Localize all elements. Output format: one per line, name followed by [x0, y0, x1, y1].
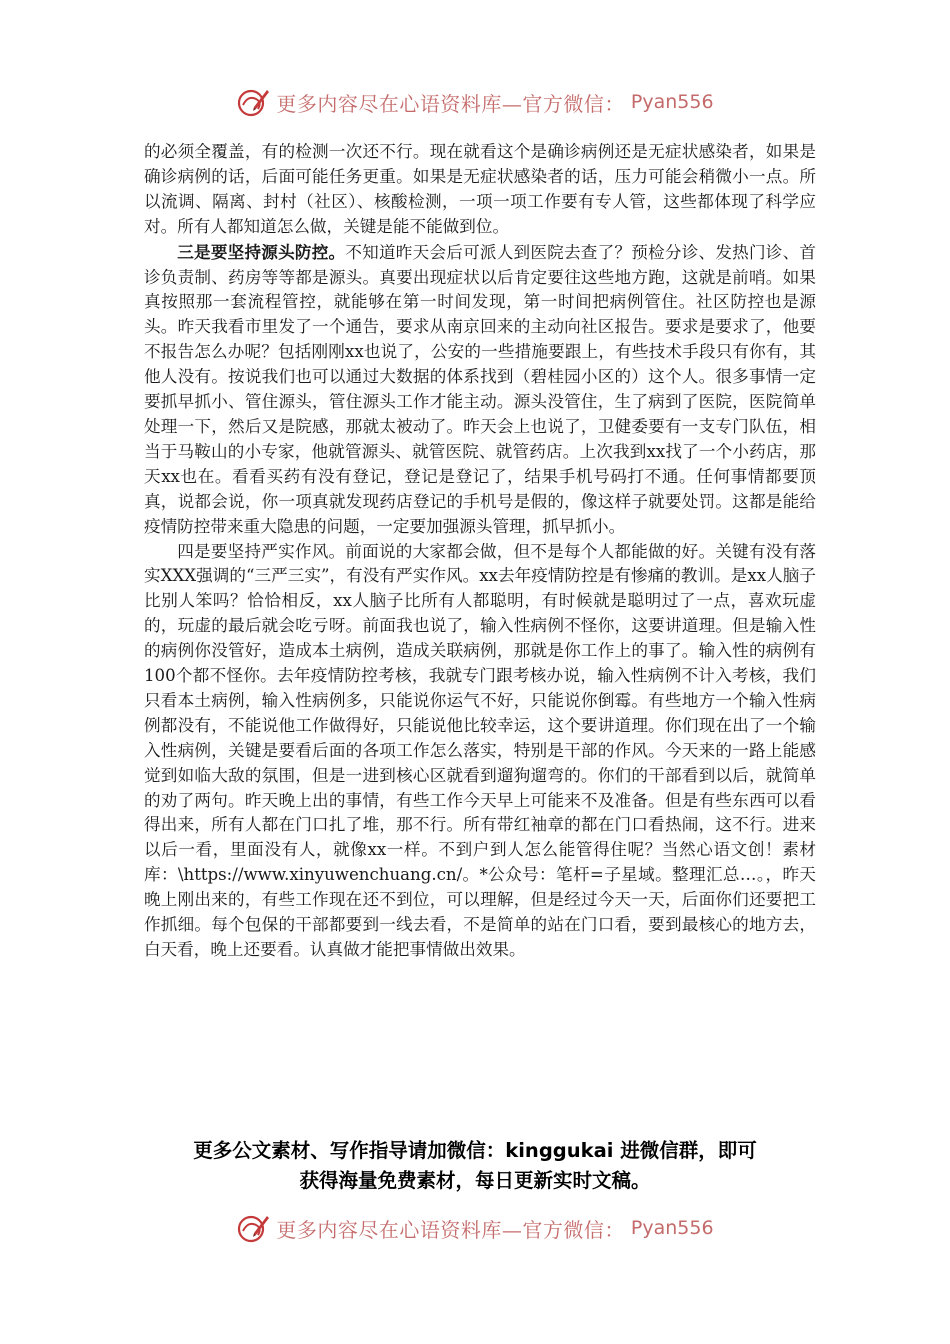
paragraph-1: 的必须全覆盖，有的检测一次还不行。现在就看这个是确诊病例还是无症状感染者，如果是确诊病例的话，后面可能任务更重。如果是无症状感染者的话，压力可能会稍微小一点。所以流调、隔离、封村（社区）、核酸检测，一项一项工作要有专人管，这些都体现了科学应对。所有人都知道怎么做，关键是能不能做到位。 — [144, 142, 816, 236]
header-banner-wechat-id: Pyan556 — [630, 91, 714, 113]
footer-banner — [0, 1208, 950, 1248]
paragraph-2 — [144, 240, 816, 540]
header-banner-text: 更多内容尽在心语资料库—官方微信： — [276, 91, 625, 116]
promo-block — [100, 1136, 850, 1196]
footer-banner-text: 更多内容尽在心语资料库—官方微信： — [276, 1217, 625, 1242]
promo-line-1: 更多公文素材、写作指导请加微信：kinggukai 进微信群，即可 — [193, 1139, 757, 1162]
header-banner-inner — [236, 85, 713, 119]
footer-banner-wechat-id: Pyan556 — [630, 1217, 714, 1239]
header-banner — [0, 82, 950, 122]
article-body — [144, 140, 816, 963]
footer-banner-inner — [236, 1211, 713, 1245]
paragraph-2-text: 不知道昨天会后可派人到医院去查了？预检分诊、发热门诊、首诊负责制、药房等等都是源头。真要出现症状以后肯定要往这些地方跑，这就是前哨。如果真按照那一套流程管控，就能够在第一时间发现，第一时间把病例管住。社区防控也是源头。昨天我看市里发了一个通告，要求从南京回来的主动向社区报告。要求是要求了，他要不报告怎么办呢？包括刚刚xx也说了，公安的一些措施要跟上，有些技术手段只有你有，其他人没有。按说我们也可以通过大数据的体系找到（碧桂园小区的）这个人。很多事情一定要抓早抓小、管住源头，管住源头工作才能主动。源头没管住，生了病到了医院，医院简单处理一下，然后又是院感，那就太被动了。昨天会上也说了，卫健委要有一支专门队伍，相当于马鞍山的小专家，他就管源头、就管医院、就管药店。上次我到xx找了一个小药店，那天xx也在。看看买药有没有登记，登记是登记了，结果手机号码打不通。任何事情都要顶真，说都会说，你一项真就发现药店登记的手机号是假的，像这样子就要处罚。这都是能给疫情防控带来重大隐患的问题，一定要加强源头管理，抓早抓小。 — [144, 242, 817, 536]
promo-line-2: 获得海量免费素材，每日更新实时文稿。 — [299, 1169, 651, 1192]
pen-swirl-logo-icon — [236, 85, 270, 119]
paragraph-3: 四是要坚持严实作风。前面说的大家都会做，但不是每个人都能做的好。关键有没有落实XXX强调的“三严三实”，有没有严实作风。xx去年疫情防控是有惨痛的教训。是xx人脑子比别人笨吗？恰恰相反，xx人脑子比所有人都聪明，有时候就是聪明过了一点，喜欢玩虚的，玩虚的最后就会吃亏呀。前面我也说了，输入性病例不怪你，这要讲道理。但是输入性的病例你没管好，造成本土病例，造成关联病例，那就是你工作上的事了。输入性的病例有100个都不怪你。去年疫情防控考核，我就专门跟考核办说，输入性病例不计入考核，我们只看本土病例，输入性病例多，只能说你运气不好，只能说你倒霉。有些地方一个输入性病例都没有，不能说他工作做得好，只能说他比较幸运，这个要讲道理。你们现在出了一个输入性病例，关键是要看后面的各项工作怎么落实，特别是干部的作风。今天来的一路上能感觉到如临大敌的氛围，但是一进到核心区就看到遛狗遛弯的。你们的干部看到以后，就简单的劝了两句。昨天晚上出的事情，有些工作今天早上可能来不及准备。但是有些东西可以看得出来，所有人都在门口扎了堆，那不行。所有带红袖章的都在门口看热闹，这不行。进来以后一看，里面没有人，就像xx一样。不到户到人怎么能管得住呢？当然心语文创！素材库：\https://www.xinyuwenchuang.cn/。*公众号：笔杆=子星域。整理汇总…。，昨天晚上刚出来的，有些工作现在还不到位，可以理解，但是经过今天一天，后面你们还要把工作抓细。每个包保的干部都要到一线去看，不是简单的站在门口看，要到最核心的地方去，白天看，晚上还要看。认真做才能把事情做出效果。 — [144, 541, 816, 959]
pen-swirl-logo-icon — [236, 1211, 270, 1245]
paragraph-2-lead: 三是要坚持源头防控。 — [177, 241, 346, 262]
